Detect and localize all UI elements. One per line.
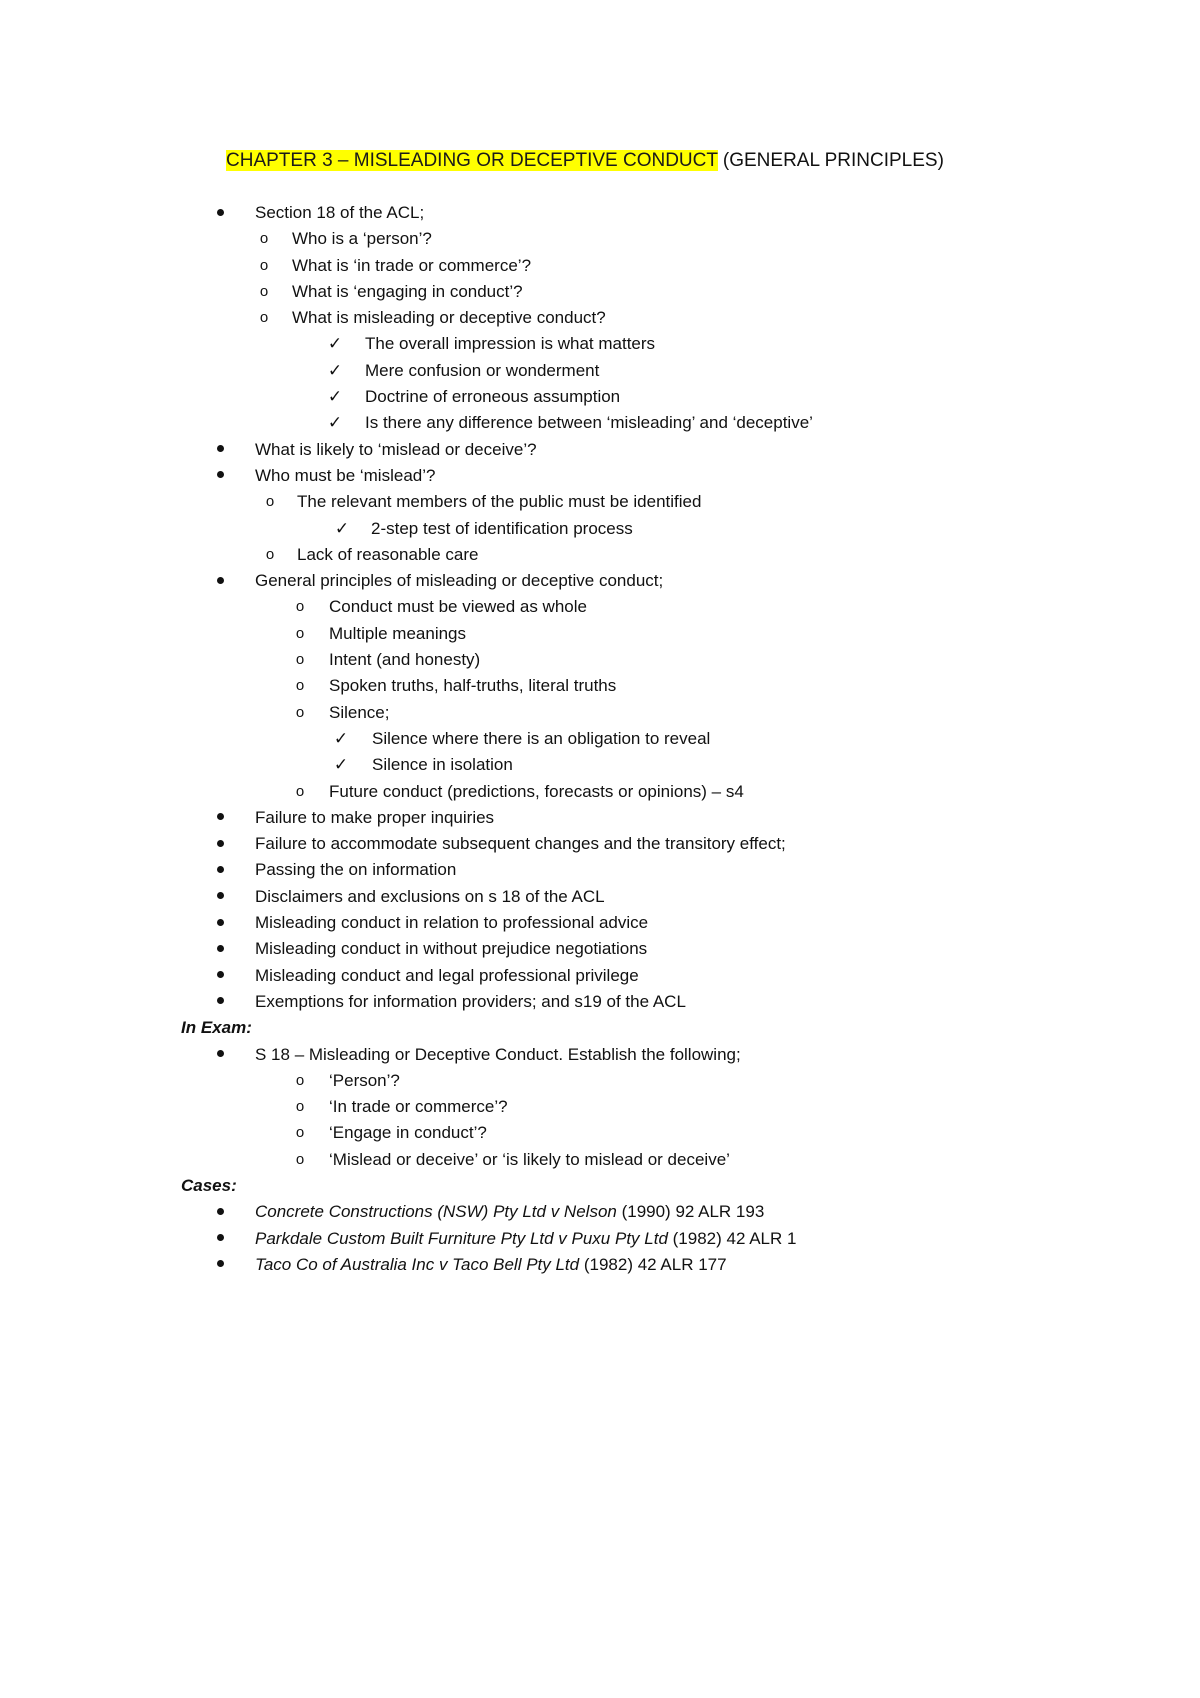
list-item-text — [255, 1252, 727, 1278]
circle-bullet-icon: o — [295, 598, 305, 616]
list-item-text: Intent (and honesty) — [329, 650, 481, 670]
list-item-text: Who is a ‘person’? — [292, 229, 432, 249]
checkmark-icon: ✓ — [327, 413, 343, 433]
list-item — [0, 253, 1200, 279]
list-item — [0, 673, 1200, 699]
list-item-text: Lack of reasonable care — [297, 544, 479, 564]
checkmark-icon: ✓ — [327, 334, 343, 354]
list-item-text — [255, 1226, 796, 1252]
bullet-icon — [212, 568, 228, 594]
list-item — [0, 437, 1200, 463]
list-item — [0, 305, 1200, 331]
list-item — [0, 700, 1200, 726]
list-item-text: Silence where there is an obligation to reveal — [372, 728, 711, 748]
list-item-text: Misleading conduct in without prejudice negotiations — [255, 939, 648, 959]
list-item — [0, 989, 1200, 1015]
list-item-text: Spoken truths, half-truths, literal truths — [329, 676, 617, 696]
list-item-text: Is there any difference between ‘misleading’ and ‘deceptive’ — [365, 413, 813, 433]
case-citation: (1982) 42 ALR 177 — [579, 1254, 727, 1274]
list-item-text: S 18 – Misleading or Deceptive Conduct. Establish the following; — [255, 1044, 741, 1064]
list-item-text: ‘Mislead or deceive’ or ‘is likely to mislead or deceive’ — [329, 1149, 730, 1169]
circle-bullet-icon: o — [265, 493, 275, 511]
list-item — [0, 910, 1200, 936]
list-item — [0, 384, 1200, 410]
list-item-text: Misleading conduct and legal professional privilege — [255, 965, 639, 985]
bullet-icon — [212, 989, 228, 1015]
bullet-icon — [212, 1226, 228, 1252]
list-item-text: 2-step test of identification process — [371, 518, 633, 538]
list-item-text: Exemptions for information providers; and s19 of the ACL — [255, 991, 686, 1011]
section-heading — [0, 1015, 1200, 1041]
bullet-icon — [212, 200, 228, 226]
list-item — [0, 331, 1200, 357]
circle-bullet-icon: o — [295, 1071, 305, 1089]
bullet-icon — [212, 1042, 228, 1068]
list-item — [0, 279, 1200, 305]
title-highlighted: CHAPTER 3 – MISLEADING OR DECEPTIVE CONDUCT — [226, 150, 718, 171]
list-item — [0, 1120, 1200, 1146]
list-item — [0, 752, 1200, 778]
list-item — [0, 1068, 1200, 1094]
list-item-text: ‘In trade or commerce’? — [329, 1097, 508, 1117]
checkmark-icon: ✓ — [334, 518, 350, 538]
list-item-text: ‘Engage in conduct’? — [329, 1123, 487, 1143]
circle-bullet-icon: o — [295, 703, 305, 721]
section-heading-label: Cases: — [181, 1175, 237, 1195]
list-item-text: Mere confusion or wonderment — [365, 360, 600, 380]
list-item — [0, 1252, 1200, 1278]
bullet-icon — [212, 1252, 228, 1278]
list-item-text: What is ‘in trade or commerce’? — [292, 255, 532, 275]
list-item-text: What is misleading or deceptive conduct? — [292, 308, 606, 328]
list-item — [0, 489, 1200, 515]
case-name: Parkdale Custom Built Furniture Pty Ltd v Puxu Pty Ltd — [255, 1228, 668, 1248]
bullet-icon — [212, 884, 228, 910]
list-item-text: Silence in isolation — [372, 755, 513, 775]
list-item-text: Who must be ‘mislead’? — [255, 465, 436, 485]
list-item — [0, 1199, 1200, 1225]
section-heading-label: In Exam: — [181, 1018, 252, 1038]
list-item — [0, 226, 1200, 252]
circle-bullet-icon: o — [295, 624, 305, 642]
list-item-text: Failure to accommodate subsequent changes and the transitory effect; — [255, 834, 786, 854]
bullet-icon — [212, 437, 228, 463]
list-item — [0, 1094, 1200, 1120]
list-item — [0, 516, 1200, 542]
list-item — [0, 805, 1200, 831]
checkmark-icon: ✓ — [333, 728, 349, 748]
checkmark-icon: ✓ — [333, 755, 349, 775]
list-item-text: Doctrine of erroneous assumption — [365, 387, 621, 407]
checkmark-icon: ✓ — [327, 360, 343, 380]
list-item — [0, 200, 1200, 226]
list-item-text: The overall impression is what matters — [365, 334, 656, 354]
list-item — [0, 542, 1200, 568]
list-item-text: Conduct must be viewed as whole — [329, 597, 587, 617]
circle-bullet-icon: o — [265, 545, 275, 563]
circle-bullet-icon: o — [259, 230, 269, 248]
bullet-icon — [212, 910, 228, 936]
list-item — [0, 1042, 1200, 1068]
list-item-text: ‘Person’? — [329, 1070, 400, 1090]
list-item — [0, 621, 1200, 647]
page-title — [226, 150, 944, 172]
list-item — [0, 857, 1200, 883]
bullet-icon — [212, 831, 228, 857]
circle-bullet-icon: o — [295, 1150, 305, 1168]
circle-bullet-icon: o — [295, 782, 305, 800]
list-item — [0, 1226, 1200, 1252]
list-item — [0, 779, 1200, 805]
list-item — [0, 358, 1200, 384]
list-item-text: Failure to make proper inquiries — [255, 807, 495, 827]
list-item — [0, 963, 1200, 989]
bullet-icon — [212, 1199, 228, 1225]
circle-bullet-icon: o — [259, 309, 269, 327]
case-citation: (1990) 92 ALR 193 — [616, 1202, 765, 1222]
circle-bullet-icon: o — [295, 651, 305, 669]
list-item — [0, 726, 1200, 752]
bullet-icon — [212, 936, 228, 962]
list-item — [0, 884, 1200, 910]
list-item — [0, 568, 1200, 594]
case-citation: (1982) 42 ALR 1 — [667, 1228, 797, 1248]
list-item — [0, 463, 1200, 489]
list-item-text: What is ‘engaging in conduct’? — [292, 281, 523, 301]
list-item — [0, 936, 1200, 962]
circle-bullet-icon: o — [259, 282, 269, 300]
list-item — [0, 647, 1200, 673]
circle-bullet-icon: o — [295, 1124, 305, 1142]
list-item — [0, 410, 1200, 436]
case-name: Concrete Constructions (NSW) Pty Ltd v Nelson — [255, 1202, 617, 1222]
checkmark-icon: ✓ — [327, 387, 343, 407]
list-item-text: General principles of misleading or deceptive conduct; — [255, 571, 664, 591]
bullet-icon — [212, 463, 228, 489]
section-heading — [0, 1173, 1200, 1199]
circle-bullet-icon: o — [295, 1098, 305, 1116]
list-item-text: The relevant members of the public must be identified — [297, 492, 702, 512]
list-item-text: Future conduct (predictions, forecasts or opinions) – s4 — [329, 781, 744, 801]
list-item-text: Misleading conduct in relation to professional advice — [255, 913, 649, 933]
list-item-text: Disclaimers and exclusions on s 18 of the ACL — [255, 886, 605, 906]
list-item-text: Multiple meanings — [329, 623, 467, 643]
bullet-icon — [212, 857, 228, 883]
case-name: Taco Co of Australia Inc v Taco Bell Pty Ltd — [255, 1254, 580, 1274]
bullet-icon — [212, 805, 228, 831]
circle-bullet-icon: o — [295, 677, 305, 695]
list-item-text: Silence; — [329, 702, 390, 722]
outline-list — [0, 200, 1200, 1278]
list-item-text: Section 18 of the ACL; — [255, 203, 425, 222]
list-item — [0, 831, 1200, 857]
circle-bullet-icon: o — [259, 256, 269, 274]
list-item-text — [255, 1199, 764, 1225]
list-item — [0, 1147, 1200, 1173]
list-item-text: Passing the on information — [255, 860, 457, 880]
list-item — [0, 594, 1200, 620]
list-item-text: What is likely to ‘mislead or deceive’? — [255, 439, 537, 459]
title-rest: (GENERAL PRINCIPLES) — [717, 150, 944, 171]
bullet-icon — [212, 963, 228, 989]
